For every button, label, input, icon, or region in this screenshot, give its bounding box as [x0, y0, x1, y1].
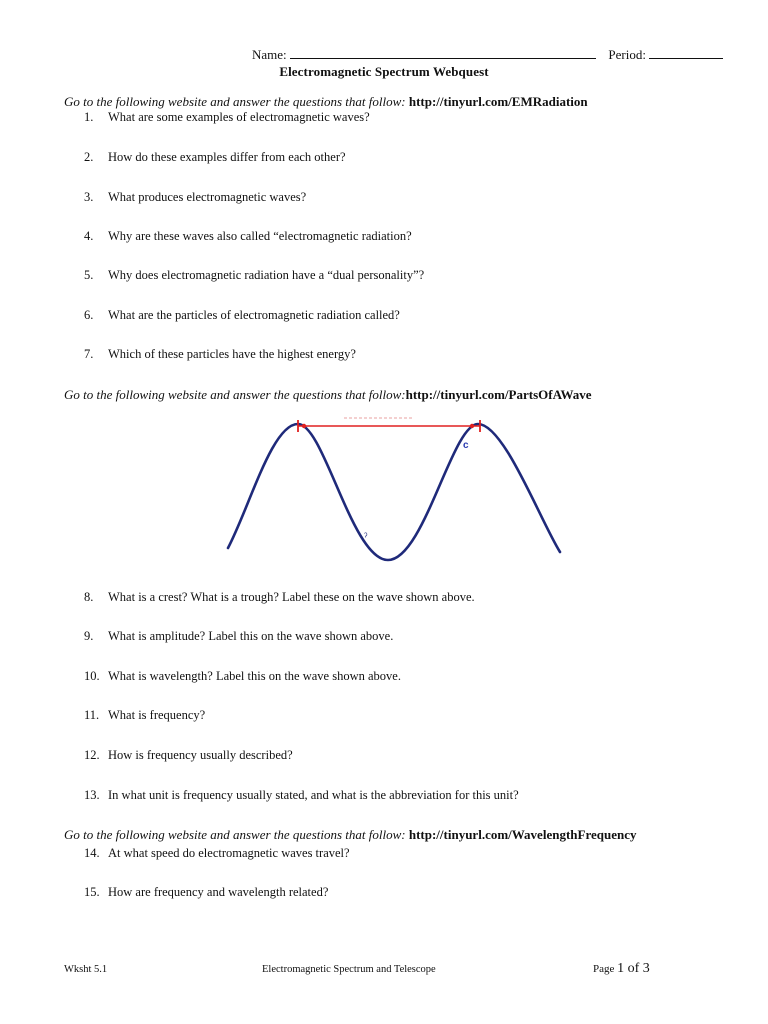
period-blank[interactable]: [649, 46, 723, 59]
section-instruction-3: [64, 827, 636, 843]
question-8: [84, 590, 475, 605]
instruction-lead: Go to the following website and answer the questions that follow:: [64, 827, 406, 842]
label-t: ˀ: [364, 532, 368, 543]
question-7: [84, 347, 356, 362]
question-text: At what speed do electromagnetic waves travel?: [108, 846, 350, 860]
question-text: How do these examples differ from each other?: [108, 150, 346, 164]
question-text: What are the particles of electromagnetic radiation called?: [108, 308, 400, 322]
question-text: How is frequency usually described?: [108, 748, 293, 762]
question-11: [84, 708, 205, 723]
question-6: [84, 308, 400, 323]
section-instruction-1: [64, 94, 588, 110]
question-number: 4.: [84, 229, 94, 243]
question-text: What is frequency?: [108, 708, 206, 722]
question-text: Which of these particles have the highest energy?: [108, 347, 356, 361]
question-13: [84, 788, 519, 803]
question-3: [84, 190, 306, 205]
question-text: What is amplitude? Label this on the wave shown above.: [108, 629, 394, 643]
question-14: [84, 846, 350, 861]
question-number: 11.: [84, 708, 100, 722]
wave-curve: [228, 424, 560, 560]
question-5: [84, 268, 424, 283]
question-number: 13.: [84, 788, 100, 802]
question-number: 8.: [84, 590, 94, 604]
question-text: What produces electromagnetic waves?: [108, 190, 307, 204]
question-number: 3.: [84, 190, 94, 204]
instruction-lead: Go to the following website and answer the questions that follow:: [64, 387, 406, 402]
section-instruction-2: [64, 387, 592, 403]
question-10: [84, 669, 401, 684]
question-9: [84, 629, 393, 644]
instruction-lead: Go to the following website and answer the questions that follow:: [64, 94, 406, 109]
wave-diagram: [222, 410, 568, 570]
url-link[interactable]: http://tinyurl.com/EMRadiation: [408, 94, 588, 109]
page-prefix: Page: [593, 963, 615, 975]
question-number: 14.: [84, 846, 100, 860]
question-number: 1.: [84, 110, 94, 124]
wave-svg: [222, 410, 568, 570]
wavelength-dot-left: [302, 424, 306, 428]
question-text: What is a crest? What is a trough? Label these on the wave shown above.: [108, 590, 475, 604]
name-blank[interactable]: [290, 46, 596, 59]
url-link[interactable]: http://tinyurl.com/PartsOfAWave: [405, 387, 592, 402]
question-number: 2.: [84, 150, 94, 164]
question-number: 12.: [84, 748, 100, 762]
question-15: [84, 885, 328, 900]
question-2: [84, 150, 346, 165]
question-text: How are frequency and wavelength related?: [108, 885, 329, 899]
page-title: Electromagnetic Spectrum Webquest: [279, 64, 489, 79]
question-number: 10.: [84, 669, 100, 683]
question-text: In what unit is frequency usually stated, and what is the abbreviation for this unit?: [108, 788, 519, 802]
question-number: 7.: [84, 347, 94, 361]
question-number: 6.: [84, 308, 94, 322]
name-period-line: [252, 46, 723, 63]
wavelength-dot-right: [470, 424, 474, 428]
question-text: What are some examples of electromagnetic waves?: [108, 110, 370, 124]
question-1: [84, 110, 370, 125]
label-c: c: [463, 440, 469, 451]
question-12: [84, 748, 293, 763]
footer-page-number: [593, 961, 650, 977]
question-text: Why does electromagnetic radiation have a “dual personality”?: [108, 268, 425, 282]
question-number: 15.: [84, 885, 100, 899]
question-4: [84, 229, 412, 244]
url-link[interactable]: http://tinyurl.com/WavelengthFrequency: [408, 827, 637, 842]
question-text: Why are these waves also called “electromagnetic radiation?: [108, 229, 412, 243]
footer-title: Electromagnetic Spectrum and Telescope: [262, 964, 436, 975]
footer-worksheet-id: Wksht 5.1: [64, 964, 108, 975]
question-number: 9.: [84, 629, 94, 643]
period-label: Period:: [608, 47, 646, 62]
question-number: 5.: [84, 268, 94, 282]
name-label: Name:: [252, 47, 287, 62]
page-of: 1 of 3: [617, 961, 650, 976]
question-text: What is wavelength? Label this on the wave shown above.: [108, 669, 401, 683]
